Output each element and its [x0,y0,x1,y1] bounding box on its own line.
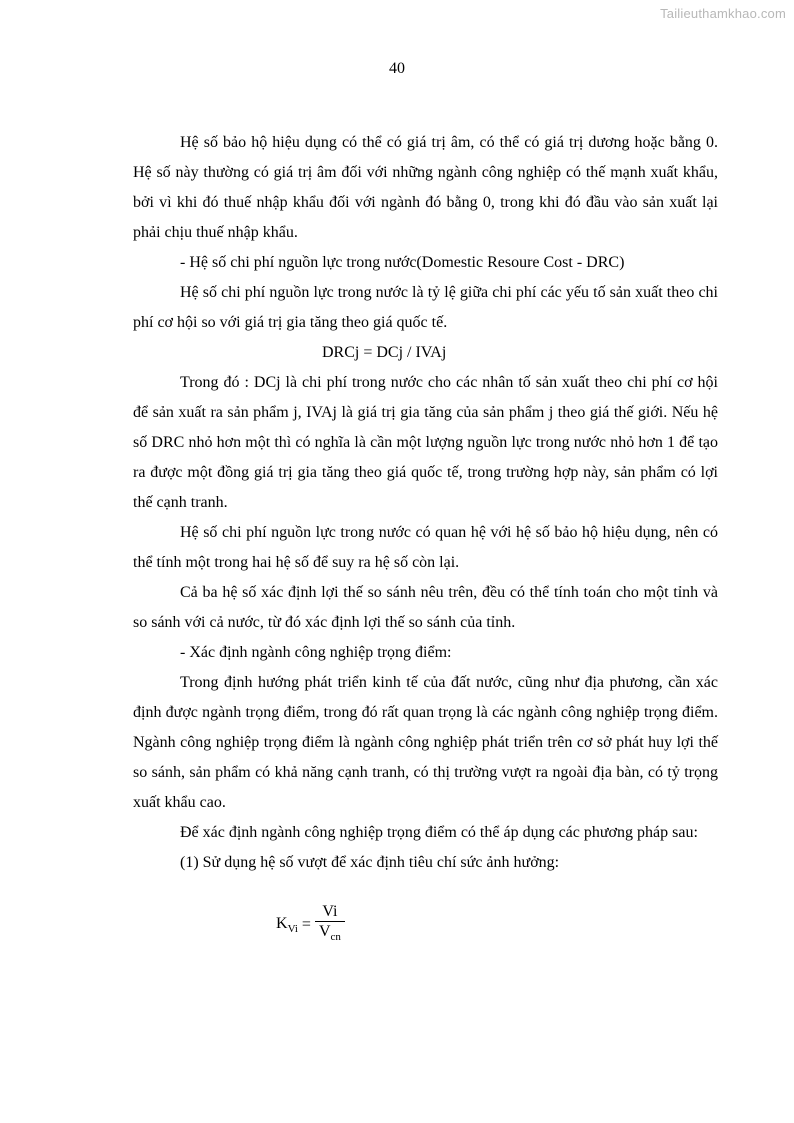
formula-kvi [276,903,345,947]
paragraph-drc-explanation: Trong đó : DCj là chi phí trong nước cho các nhân tố sản xuất theo chi phí cơ hội để sản xuất ra sản phẩm j, IVAj là giá trị gia tăng của sản phẩm j theo giá thế giới. Nếu hệ số DRC nhỏ hơn một thì có nghĩa là cần một lượng nguồn lực trong nước nhỏ hơn 1 để tạo ra được một đồng giá trị gia tăng theo giá quốc tế, trong trường hợp này, sản phẩm có lợi thế cạnh tranh. [133,374,718,511]
paragraph-drc-definition: Hệ số chi phí nguồn lực trong nước là tỷ lệ giữa chi phí các yếu tố sản xuất theo chi phí cơ hội so với giá trị gia tăng theo giá quốc tế. [133,284,718,331]
document-body [133,128,718,878]
formula-equals: = [301,916,311,934]
watermark: Tailieuthamkhao.com [660,6,786,21]
paragraph-methods: Để xác định ngành công nghiệp trọng điểm có thể áp dụng các phương pháp sau: [180,824,698,841]
formula-drc: DRCj = DCj / IVAj [322,344,447,361]
heading-key-industry: - Xác định ngành công nghiệp trọng điểm: [180,644,452,661]
paragraph-ehp: Hệ số bảo hộ hiệu dụng có thể có giá trị âm, có thể có giá trị dương hoặc bằng 0. Hệ số này thường có giá trị âm đối với những ngành công nghiệp có thế mạnh xuất khẩu, bởi vì khi đó thuế nhập khẩu đối với ngành đó bằng 0, trong khi đó đầu vào sản xuất lại phải chịu thuế nhập khẩu. [133,134,718,241]
paragraph-method-1: (1) Sử dụng hệ số vượt để xác định tiêu chí sức ảnh hưởng: [180,854,560,871]
page-number: 40 [389,60,405,77]
formula-numerator: Vi [322,903,338,920]
paragraph-three-coefficients: Cả ba hệ số xác định lợi thế so sánh nêu trên, đều có thể tính toán cho một tỉnh và so sánh với cả nước, từ đó xác định lợi thế so sánh của tỉnh. [133,584,718,631]
paragraph-key-industry: Trong định hướng phát triển kinh tế của đất nước, cũng như địa phương, cần xác định được ngành trọng điểm, trong đó rất quan trọng là các ngành công nghiệp trọng điểm. Ngành công nghiệp trọng điểm là ngành công nghiệp phát triển trên cơ sở phát huy lợi thế so sánh, sản phẩm có khả năng cạnh tranh, có thị trường vượt ra ngoài địa bàn, có tỷ trọng xuất khẩu cao. [133,674,718,811]
formula-lhs: $K_{Vi}$ [276,915,298,936]
formula-denominator: $V_{cn}$ [318,923,341,944]
heading-drc: - Hệ số chi phí nguồn lực trong nước(Domestic Resoure Cost - DRC) [180,254,625,271]
formula-fraction [315,903,345,947]
paragraph-drc-relation: Hệ số chi phí nguồn lực trong nước có quan hệ với hệ số bảo hộ hiệu dụng, nên có thể tính một trong hai hệ số để suy ra hệ số còn lại. [133,524,718,571]
